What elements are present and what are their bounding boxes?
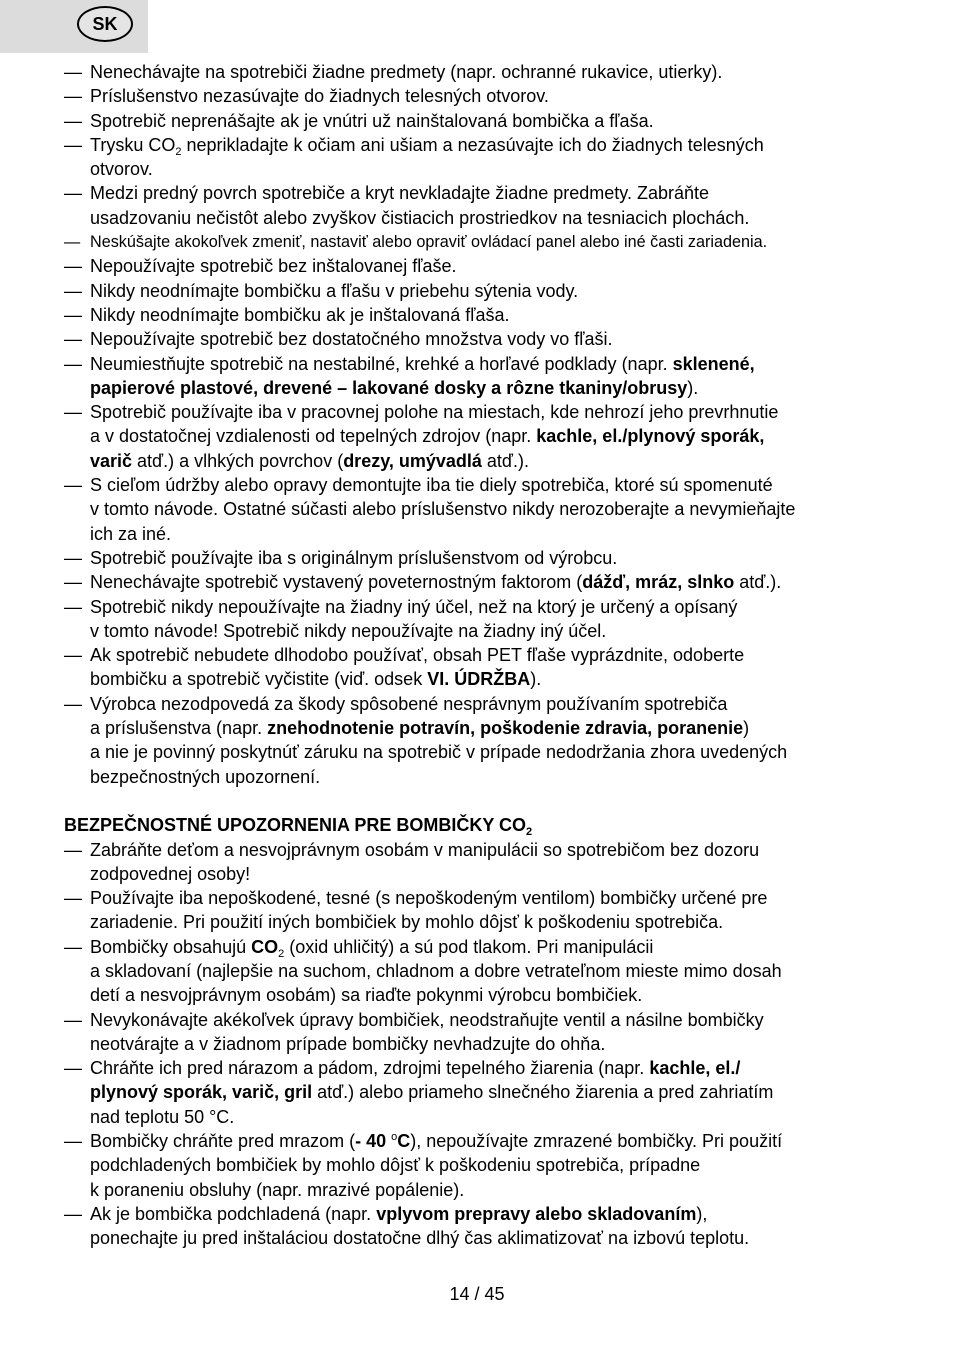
list-item: — Spotrebič nikdy nepoužívajte na žiadny iný účel, než na ktorý je určený a opísaný v tomto návode! Spotrebič nikdy nepoužívajte na žiadny iný účel. — [64, 596, 738, 641]
dash: — — [64, 353, 82, 374]
list-item: — Nenechávajte spotrebič vystavený poveternostným faktorom (dážď, mráz, slnko atď.). — [64, 570, 894, 594]
dash: — — [64, 256, 82, 277]
dash: — — [64, 280, 82, 301]
dash: — — [64, 1131, 82, 1152]
list-item: — Výrobca nezodpovedá za škody spôsobené nesprávnym používaním spotrebiča a príslušenstva (napr. znehodnotenie potravín, poškodenie zdravia, poranenie) a nie je povinný poskytnúť záruku na spotrebič v prípade nedodržania zhora uvedených bezpečnostných upozornení. — [64, 693, 788, 787]
dash: — — [64, 839, 82, 860]
language-tab — [0, 0, 148, 53]
dash: — — [64, 304, 82, 325]
list-item: — Nepoužívajte spotrebič bez inštalovanej fľaše. — [64, 254, 894, 278]
list-item: — Nenechávajte na spotrebiči žiadne predmety (napr. ochranné rukavice, utierky). — [64, 60, 894, 84]
dash: — — [64, 572, 82, 593]
language-badge: SK — [77, 6, 133, 42]
list-item: — Nikdy neodnímajte bombičku ak je inštalovaná fľaša. — [64, 303, 894, 327]
dash: — — [64, 86, 82, 107]
dash: — — [64, 402, 82, 423]
dash: — — [64, 1058, 82, 1079]
dash: — — [64, 547, 82, 568]
dash: — — [64, 888, 82, 909]
section-heading: BEZPEČNOSTNÉ UPOZORNENIA PRE BOMBIČKY $CO_2$ — [64, 815, 533, 839]
dash: — — [64, 1203, 82, 1224]
list-item: — Spotrebič neprenášajte ak je vnútri už nainštalovaná bombička a fľaša. — [64, 109, 894, 133]
list-item: — Neskúšajte akokoľvek zmeniť, nastaviť alebo opraviť ovládací panel alebo iné časti zariadenia. — [64, 230, 894, 254]
dash: — — [64, 134, 82, 155]
list-item: — S cieľom údržby alebo opravy demontujte iba tie diely spotrebiča, ktoré sú spomenuté v tomto návode. Ostatné súčasti alebo príslušenstvo nikdy nerozoberajte a nevymieňajte ich za iné. — [64, 475, 796, 544]
list-item: — Používajte iba nepoškodené, tesné (s nepoškodeným ventilom) bombičky určené pre zariadenie. Pri použití iných bombičiek by mohlo dôjsť k poškodeniu spotrebiča. — [64, 888, 768, 933]
dash: — — [64, 936, 82, 957]
list-item: — Bombičky obsahujú $CO_2$ (oxid uhličitý) a sú pod tlakom. Pri manipulácii a skladovaní (najlepšie na suchom, chladnom a dobre vetrateľnom mieste mimo dosah detí a nesvojprávnym osobám) sa riaďte pokynmi výrobcu bombičiek. — [64, 936, 782, 1006]
dash: — — [64, 62, 82, 82]
list-item: — Zabráňte deťom a nesvojprávnym osobám v manipulácii so spotrebičom bez dozoru zodpovednej osoby! — [64, 839, 760, 884]
document-body — [64, 60, 894, 1251]
page-number: 14 / 45 — [449, 1284, 505, 1304]
dash: — — [64, 110, 82, 131]
list-item: — Nepoužívajte spotrebič bez dostatočného množstva vody vo fľaši. — [64, 327, 894, 351]
dash: — — [64, 329, 82, 350]
list-item: — Ak spotrebič nebudete dlhodobo používať, obsah PET fľaše vyprázdnite, odoberte bombičku a spotrebič vyčistite (viď. odsek VI. ÚDRŽBA). — [64, 645, 745, 690]
list-item: — Trysku $CO_2$ neprikladajte k očiam ani ušiam a nezasúvajte ich do žiadnych telesných otvorov. — [64, 134, 764, 180]
list-item: — Bombičky chráňte pred mrazom (- 40 $^o$C), nepoužívajte zmrazené bombičky. Pri použití podchladených bombičiek by mohlo dôjsť k poškodeniu spotrebiča, prípadne k poraneniu obsluhy (napr. mrazivé popálenie). — [64, 1131, 783, 1200]
list-item: — Nikdy neodnímajte bombičku a fľašu v priebehu sýtenia vody. — [64, 279, 894, 303]
list-item: — Neumiestňujte spotrebič na nestabilné, krehké a horľavé podklady (napr. sklenené, papierové plastové, drevené – lakované dosky a rôzne tkaniny/obrusy). — [64, 353, 755, 398]
list-item: — Nevykonávajte akékoľvek úpravy bombičiek, neodstraňujte ventil a násilne bombičky neotvárajte a v žiadnom prípade bombičky nevhadzujte do ohňa. — [64, 1009, 764, 1054]
dash: — — [64, 596, 82, 617]
list-item: — Spotrebič používajte iba v pracovnej polohe na miestach, kde nehrozí jeho prevrhnutie a v dostatočnej vzdialenosti od tepelných zdrojov (napr. kachle, el./plynový sporák, varič atď.) a vlhkých povrchov (drezy, umývadlá atď.). — [64, 402, 779, 471]
list-item: — Príslušenstvo nezasúvajte do žiadnych telesných otvorov. — [64, 84, 894, 108]
dash: — — [64, 1009, 82, 1030]
dash: — — [64, 233, 81, 252]
list-item: — Spotrebič používajte iba s originálnym príslušenstvom od výrobcu. — [64, 546, 894, 570]
list-item: — Chráňte ich pred nárazom a pádom, zdrojmi tepelného žiarenia (napr. kachle, el./ plynový sporák, varič, gril atď.) alebo priameho slnečného žiarenia a pred zahriatím nad teplotu 50 °C. — [64, 1058, 774, 1127]
dash: — — [64, 693, 82, 714]
dash: — — [64, 645, 82, 666]
list-item: — Ak je bombička podchladená (napr. vplyvom prepravy alebo skladovaním), ponechajte ju pred inštaláciou dostatočne dlhý čas aklimatizovať na izbovú teplotu. — [64, 1203, 750, 1249]
dash: — — [64, 475, 82, 496]
list-item: — Medzi predný povrch spotrebiče a kryt nevkladajte žiadne predmety. Zabráňte usadzovaniu nečistôt alebo zvyškov čistiacich prostriedkov na tesniacich plochách. — [64, 183, 750, 228]
dash: — — [64, 183, 82, 204]
